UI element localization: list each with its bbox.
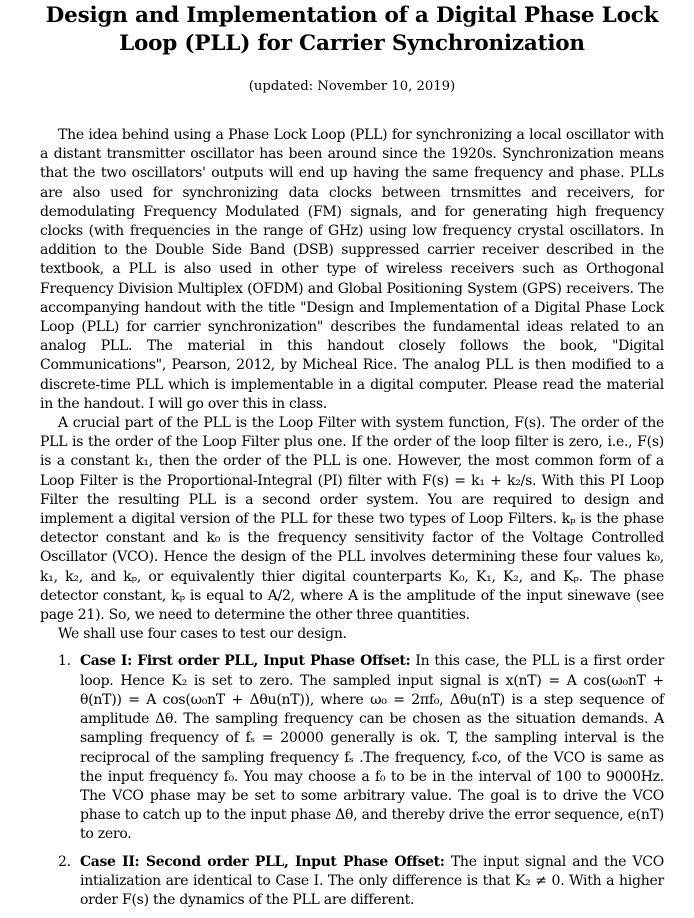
- document-page: [40, 0, 664, 918]
- title-line-1: Design and Implementation of a Digital Phase Lock: [45, 3, 659, 28]
- case-description: In this case, the PLL is a first order loop. Hence K₂ is set to zero. The sampled input signal is x(nT) = A cos(ω₀nT + θ(nT)) = A cos(ω₀nT + Δθu(nT)), where ω₀ = 2πf₀, Δθu(nT) is a step sequence of amplitude Δθ. The sampling frequency can be chosen as the situation demands. A sampling frequency of fₛ = 20000 generally is ok. T, the sampling interval is the reciprocal of the sampling frequency fₛ .The frequency, fᵥco, of the VCO is same as the input frequency f₀. You may choose a f₀ to be in the interval of 100 to 9000Hz. The VCO phase may be set to some arbitrary value. The goal is to drive the VCO phase to catch up to the input phase Δθ, and thereby drive the error sequence, e(nT) to zero.: [80, 653, 665, 843]
- case-title: Case I: First order PLL, Input Phase Offset:: [80, 653, 411, 670]
- list-item: [40, 853, 664, 911]
- paragraph-test-cases: We shall use four cases to test our design.: [58, 626, 347, 643]
- case-number: 1.: [58, 653, 71, 670]
- case-description: The input signal and the VCO intialization are identical to Case I. The only difference is that K₂ ≠ 0. With a higher order F(s) the dynamics of the PLL are different.: [80, 853, 664, 908]
- document-body: [40, 126, 664, 910]
- document-title: [40, 2, 664, 58]
- paragraph-loop-filter: A crucial part of the PLL is the Loop Filter with system function, F(s). The order of the PLL is the order of the Loop Filter plus one. If the order of the loop filter is zero, i.e., F(s) is a constant k₁, then the order of the PLL is one. However, the most common form of a Loop Filter is the Proportional-Integral (PI) filter with F(s) = k₁ + k₂/s. With this PI Loop Filter the resulting PLL is a second order system. You are required to design and implement a digital version of the PLL for these two types of Loop Filters. kₚ is the phase detector constant and k₀ is the frequency sensitivity factor of the Voltage Controlled Oscillator (VCO). Hence the design of the PLL involves determining these four values k₀, k₁, k₂, and kₚ, or equivalently thier digital counterparts K₀, K₁, K₂, and Kₚ. The phase detector constant, kₚ is equal to A/2, where A is the amplitude of the input sinewave (see page 21). So, we need to determine the other three quantities.: [40, 415, 664, 624]
- updated-date: (updated: November 10, 2019): [248, 79, 456, 94]
- case-list: [40, 652, 664, 910]
- list-item: [40, 652, 664, 844]
- case-number: 2.: [58, 853, 71, 870]
- title-line-2: Loop (PLL) for Carrier Synchronization: [119, 31, 585, 56]
- case-title: Case II: Second order PLL, Input Phase Offset:: [80, 853, 445, 870]
- paragraph-intro: The idea behind using a Phase Lock Loop (PLL) for synchronizing a local oscillator with a distant transmitter oscillator has been around since the 1920s. Synchronization means that the two oscillators' outputs will end up having the same frequency and phase. PLLs are also used for synchronizing data clocks between trnsmittes and receivers, for demodulating Frequency Modulated (FM) signals, and for generating high frequency clocks (with frequencies in the range of GHz) using low frequency crystal oscillators. In addition to the Double Side Band (DSB) suppressed carrier receiver described in the textbook, a PLL is also used in other type of wireless receivers such as Orthogonal Frequency Division Multiplex (OFDM) and Global Positioning System (GPS) receivers. The accompanying handout with the title "Design and Implementation of a Digital Phase Lock Loop (PLL) for carrier synchronization" describes the fundamental ideas related to an analog PLL. The material in this handout closely follows the book, "Digital Communications", Pearson, 2012, by Micheal Rice. The analog PLL is then modified to a discrete-time PLL which is implementable in a digital computer. Please read the material in the handout. I will go over this in class.: [40, 127, 664, 412]
